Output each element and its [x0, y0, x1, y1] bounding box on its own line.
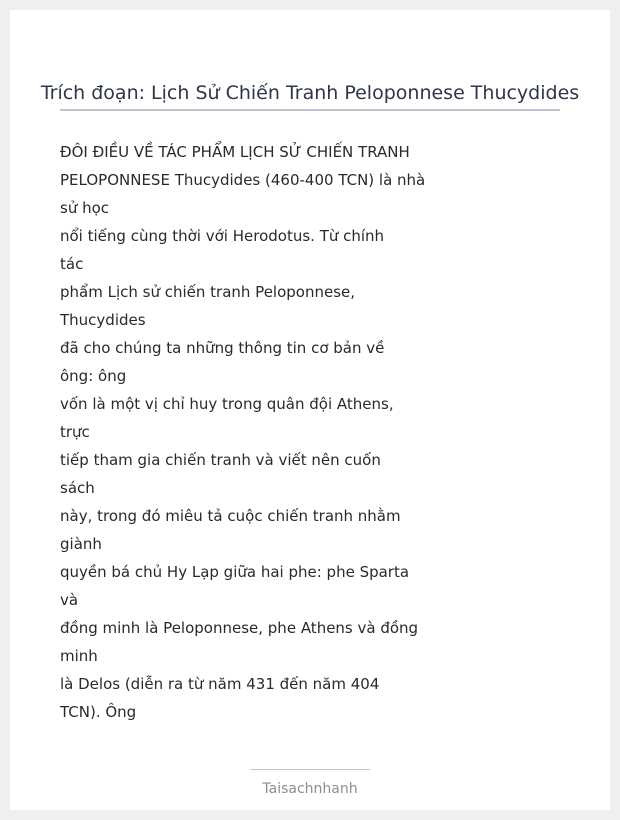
body-line: tác: [60, 255, 84, 273]
body-line: tiếp tham gia chiến tranh và viết nên cuốn: [60, 451, 381, 469]
footer-source: Taisachnhanh: [262, 781, 358, 797]
body-line: và: [60, 591, 79, 609]
body-line: sách: [60, 479, 95, 497]
body-line: sử học: [60, 199, 110, 217]
body-line: trực: [60, 423, 90, 441]
body-line: minh: [60, 647, 98, 665]
body-line: là Delos (diễn ra từ năm 431 đến năm 404: [60, 675, 380, 693]
body-line: ông: ông: [60, 367, 127, 385]
document-body: [60, 138, 426, 726]
title-divider: [60, 109, 560, 111]
body-line: vốn là một vị chỉ huy trong quân đội Athens,: [60, 395, 394, 413]
body-line: TCN). Ông: [60, 703, 137, 721]
body-line: này, trong đó miêu tả cuộc chiến tranh nhằm: [60, 507, 401, 525]
body-line: ĐÔI ĐIỀU VỀ TÁC PHẨM LỊCH SỬ CHIẾN TRANH: [60, 143, 410, 161]
body-line: Thucydides: [60, 311, 146, 329]
body-line: giành: [60, 535, 102, 553]
body-line: đã cho chúng ta những thông tin cơ bản về: [60, 339, 385, 357]
body-line: PELOPONNESE Thucydides (460-400 TCN) là nhà: [60, 171, 426, 189]
document-title: Trích đoạn: Lịch Sử Chiến Tranh Peloponnese Thucydides: [40, 82, 580, 104]
body-line: quyền bá chủ Hy Lạp giữa hai phe: phe Sparta: [60, 563, 410, 581]
document-card: [10, 10, 610, 810]
body-line: đồng minh là Peloponnese, phe Athens và đồng: [60, 619, 419, 637]
footer-divider: [250, 769, 370, 770]
body-line: phẩm Lịch sử chiến tranh Peloponnese,: [60, 283, 356, 301]
body-line: nổi tiếng cùng thời với Herodotus. Từ chính: [60, 227, 385, 245]
